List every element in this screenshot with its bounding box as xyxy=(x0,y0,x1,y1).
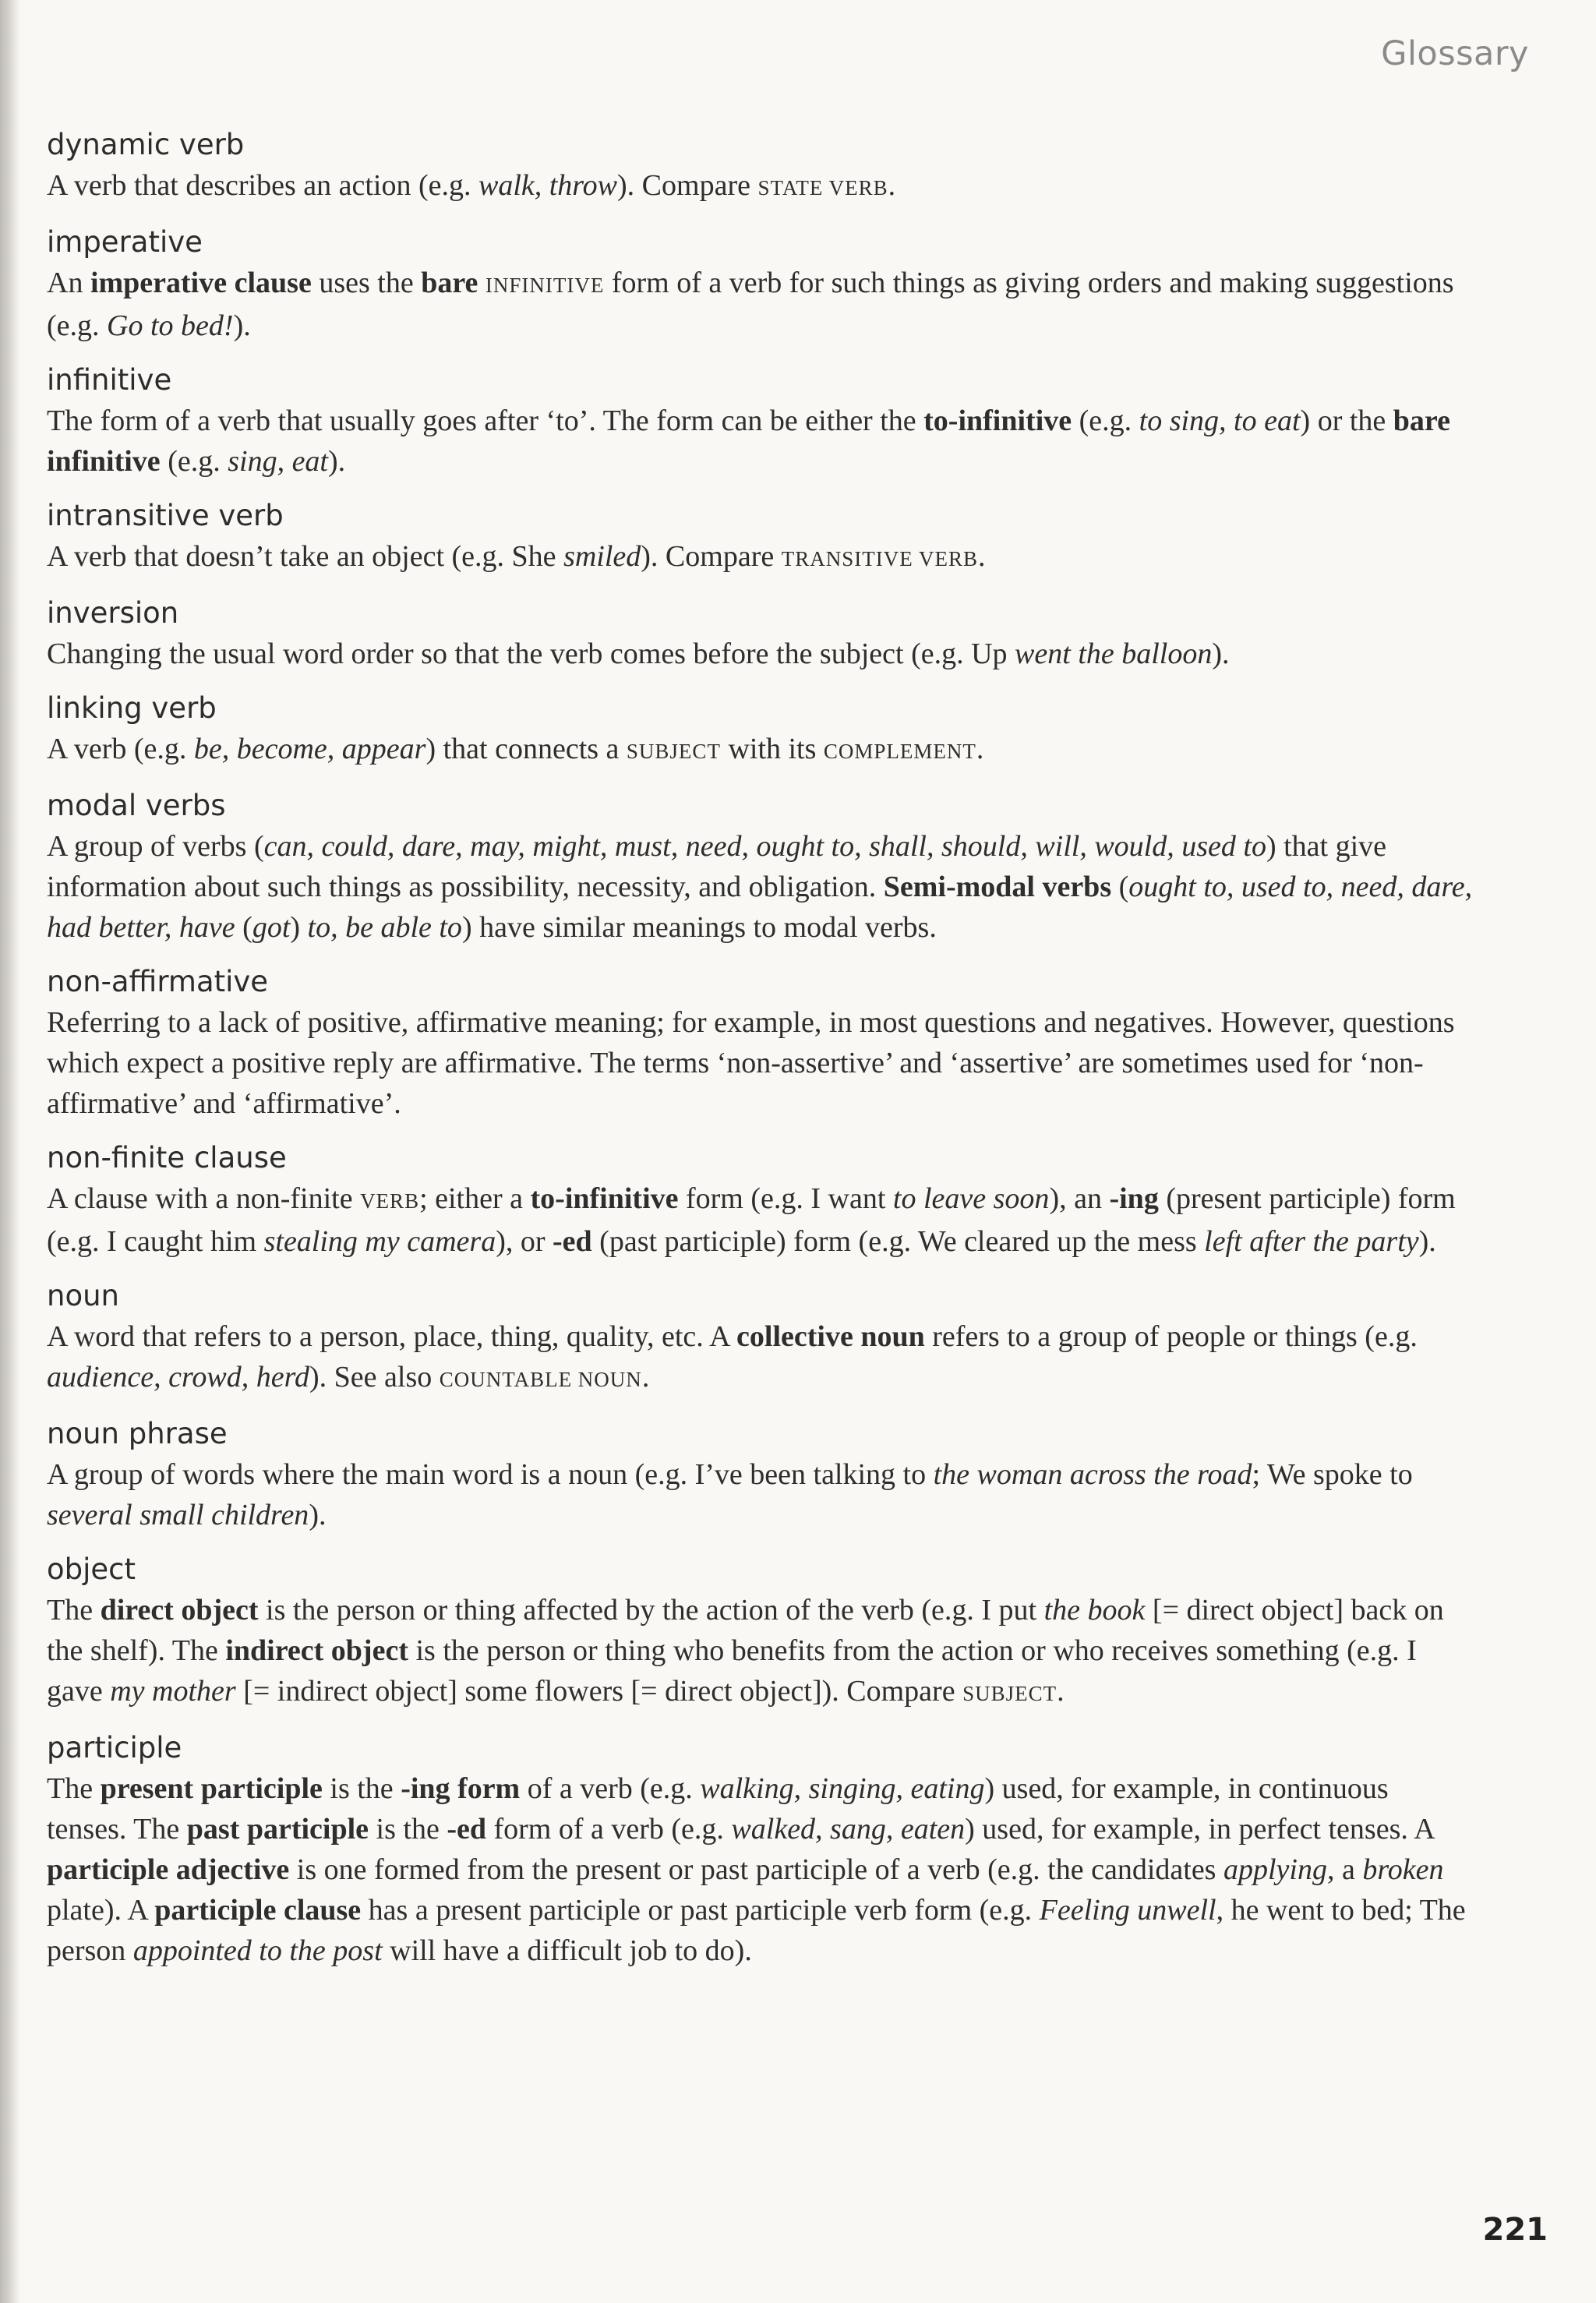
bold-term: -ed xyxy=(447,1813,486,1846)
definition-text: , he went to bed; The person xyxy=(47,1894,1466,1967)
definition-text: The xyxy=(47,1772,101,1805)
italic-example: walked, sang, eaten xyxy=(731,1813,966,1846)
glossary-entry xyxy=(47,222,1473,346)
italic-example: to sing, to eat xyxy=(1139,404,1301,437)
glossary-term: inversion xyxy=(47,596,179,630)
bold-term: participle adjective xyxy=(47,1853,290,1886)
definition-text: . xyxy=(976,733,984,765)
glossary-definition xyxy=(47,401,1473,482)
definition-text: form (e.g. I want xyxy=(678,1182,893,1215)
glossary-entry xyxy=(47,1138,1473,1262)
glossary-term: dynamic verb xyxy=(47,128,245,161)
glossary-term: non-affirmative xyxy=(47,965,269,998)
definition-text: The form of a verb that usually goes after ‘to’. The form can be either the xyxy=(47,404,924,437)
definition-text: ). See also xyxy=(309,1361,440,1393)
italic-example: several small children xyxy=(47,1499,309,1531)
definition-text: is the person or thing affected by the action of the verb (e.g. I put xyxy=(258,1594,1044,1627)
definition-text: . xyxy=(1057,1675,1065,1708)
bold-term: indirect object xyxy=(225,1634,408,1667)
definition-text: ). Compare xyxy=(641,540,782,573)
definition-text: ) used, for example, in perfect tenses. A xyxy=(965,1813,1434,1846)
glossary-entry xyxy=(47,1414,1473,1535)
glossary-entry xyxy=(47,125,1473,208)
glossary-term: infinitive xyxy=(47,363,172,397)
glossary-definition xyxy=(47,263,1473,346)
glossary-term: linking verb xyxy=(47,691,217,725)
cross-reference: COMPLEMENT xyxy=(823,740,976,763)
definition-text: plate). A xyxy=(47,1894,155,1927)
glossary-definition xyxy=(47,1002,1473,1124)
definition-text: ) have similar meanings to modal verbs. xyxy=(461,911,937,944)
italic-example: went the balloon xyxy=(1015,638,1213,670)
definition-text: is one formed from the present or past participle of a verb (e.g. the candidates xyxy=(289,1853,1223,1886)
italic-example: left after the party xyxy=(1204,1225,1419,1258)
glossary-entry xyxy=(47,962,1473,1124)
bold-term: direct object xyxy=(100,1594,259,1627)
cross-reference: COUNTABLE NOUN xyxy=(439,1368,642,1391)
glossary-definition xyxy=(47,634,1473,674)
definition-text: will have a difficult job to do). xyxy=(382,1934,752,1967)
italic-example: the woman across the road xyxy=(933,1458,1252,1491)
bold-term: collective noun xyxy=(736,1320,925,1353)
definition-text: ; either a xyxy=(419,1182,531,1215)
definition-text: ), an xyxy=(1049,1182,1110,1215)
italic-example: got xyxy=(252,911,291,944)
bold-term: -ed xyxy=(553,1225,592,1258)
definition-text: is the xyxy=(322,1772,401,1805)
running-head: Glossary xyxy=(1381,34,1529,73)
glossary-definition xyxy=(47,1768,1473,1971)
italic-example: broken xyxy=(1362,1853,1444,1886)
definition-text: A group of verbs ( xyxy=(47,830,264,863)
cross-reference: SUBJECT xyxy=(626,740,721,763)
definition-text: (e.g. xyxy=(1072,404,1139,437)
page-number: 221 xyxy=(1482,2212,1548,2248)
glossary-term: non-finite clause xyxy=(47,1141,287,1174)
definition-text: ) that give information about such things as possibility, necessity, and obligation. xyxy=(47,830,1387,903)
definition-text: ). xyxy=(1212,638,1230,670)
definition-text: ). Compare xyxy=(617,169,758,202)
definition-text: A verb that doesn’t take an object (e.g. She xyxy=(47,540,564,573)
definition-text: (past participle) form (e.g. We cleared up the mess xyxy=(591,1225,1205,1258)
definition-text: (e.g. xyxy=(160,445,228,478)
definition-text: ; We spoke to xyxy=(1252,1458,1413,1491)
glossary-term: noun xyxy=(47,1279,119,1312)
bold-term: bare infinitive xyxy=(47,404,1450,478)
definition-text: A word that refers to a person, place, thing, quality, etc. A xyxy=(47,1320,737,1353)
definition-text: Changing the usual word order so that the verb comes before the subject (e.g. Up xyxy=(47,638,1015,670)
glossary-definition xyxy=(47,165,1473,208)
cross-reference: TRANSITIVE VERB xyxy=(781,547,978,570)
definition-text: Referring to a lack of positive, affirmative meaning; for example, in most questions and negatives. However, questions which expect a positive reply are affirmative. The terms ‘non-assertive’ and ‘assertive’ are sometimes used for ‘non-affirmative’ and ‘affirmative’. xyxy=(47,1006,1455,1120)
glossary-entry xyxy=(47,1728,1473,1971)
definition-text: ). xyxy=(328,445,346,478)
definition-text: with its xyxy=(720,733,824,765)
bold-term: participle clause xyxy=(154,1894,362,1927)
definition-text: refers to a group of people or things (e.g. xyxy=(924,1320,1418,1353)
definition-text: is the person or thing who benefits from the action or who receives something (e.g. I gave xyxy=(47,1634,1417,1708)
italic-example: walk, throw xyxy=(478,169,618,202)
definition-text: ). xyxy=(309,1499,327,1531)
italic-example: smiled xyxy=(563,540,641,573)
italic-example: Go to bed! xyxy=(107,309,234,342)
definition-text: A group of words where the main word is a noun (e.g. I’ve been talking to xyxy=(47,1458,934,1491)
definition-text: . xyxy=(978,540,986,573)
italic-example: appointed to the post xyxy=(132,1934,383,1967)
definition-text: ) that connects a xyxy=(425,733,627,765)
glossary-definition xyxy=(47,1590,1473,1714)
glossary-list xyxy=(47,125,1473,1985)
glossary-entry xyxy=(47,688,1473,772)
bold-term: Semi-modal verbs xyxy=(883,871,1112,903)
definition-text: An xyxy=(47,267,90,299)
definition-text: has a present participle or past participle verb form (e.g. xyxy=(361,1894,1040,1927)
definition-text: ), or xyxy=(496,1225,553,1258)
bold-term: -ing form xyxy=(401,1772,521,1805)
definition-text: [= direct object] back on the shelf). The xyxy=(47,1594,1444,1667)
glossary-term: modal verbs xyxy=(47,789,226,822)
italic-example: sing, eat xyxy=(228,445,328,478)
glossary-term: object xyxy=(47,1552,136,1586)
glossary-definition xyxy=(47,1178,1473,1262)
cross-reference: SUBJECT xyxy=(962,1682,1058,1705)
italic-example: to leave soon xyxy=(892,1182,1050,1215)
italic-example: audience, crowd, herd xyxy=(47,1361,309,1393)
definition-text: ). xyxy=(233,309,251,342)
bold-term: -ing xyxy=(1109,1182,1159,1215)
italic-example: my mother xyxy=(110,1675,236,1708)
definition-text: ) used, for example, in continuous tenses. The xyxy=(47,1772,1389,1846)
italic-example: walking, singing, eating xyxy=(700,1772,985,1805)
definition-text: ( xyxy=(1111,871,1129,903)
bold-term: imperative clause xyxy=(90,267,312,299)
definition-text: form of a verb for such things as giving orders and making suggestions (e.g. xyxy=(47,267,1454,342)
glossary-definition xyxy=(47,536,1473,579)
definition-text: . xyxy=(641,1361,650,1393)
definition-text: A clause with a non-finite xyxy=(47,1182,361,1215)
definition-text: (present participle) form (e.g. I caught him xyxy=(47,1182,1456,1258)
definition-text xyxy=(478,267,486,299)
bold-term: to-infinitive xyxy=(923,404,1072,437)
italic-example: stealing my camera xyxy=(263,1225,496,1258)
definition-text: The xyxy=(47,1594,101,1627)
definition-text: ( xyxy=(235,911,252,944)
glossary-entry xyxy=(47,496,1473,579)
italic-example: be, become, appear xyxy=(193,733,426,765)
definition-text: A verb that describes an action (e.g. xyxy=(47,169,478,202)
definition-text: A verb (e.g. xyxy=(47,733,194,765)
page-binding-shadow xyxy=(0,0,20,2303)
cross-reference: INFINITIVE xyxy=(485,274,605,297)
italic-example: Feeling unwell xyxy=(1039,1894,1216,1927)
glossary-entry xyxy=(47,1549,1473,1714)
bold-term: to-infinitive xyxy=(530,1182,679,1215)
definition-text: ) xyxy=(290,911,308,944)
bold-term: present participle xyxy=(100,1772,323,1805)
definition-text: . xyxy=(888,169,896,202)
glossary-definition xyxy=(47,1454,1473,1535)
italic-example: to, be able to xyxy=(307,911,462,944)
italic-example: the book xyxy=(1043,1594,1146,1627)
glossary-entry xyxy=(47,1276,1473,1400)
italic-example: can, could, dare, may, might, must, need, ought to, shall, should, will, would, used to xyxy=(263,830,1266,863)
definition-text: , a xyxy=(1326,1853,1363,1886)
definition-text: [= indirect object] some flowers [= direct object]). Compare xyxy=(235,1675,963,1708)
glossary-term: participle xyxy=(47,1731,182,1764)
glossary-definition xyxy=(47,729,1473,772)
definition-text: ). xyxy=(1418,1225,1436,1258)
glossary-definition xyxy=(47,1316,1473,1400)
definition-text: uses the xyxy=(311,267,422,299)
bold-term: past participle xyxy=(186,1813,369,1846)
definition-text: of a verb (e.g. xyxy=(520,1772,701,1805)
glossary-definition xyxy=(47,826,1473,948)
glossary-entry xyxy=(47,786,1473,948)
definition-text: ) or the xyxy=(1300,404,1393,437)
glossary-term: noun phrase xyxy=(47,1417,228,1450)
glossary-entry xyxy=(47,360,1473,482)
glossary-term: intransitive verb xyxy=(47,499,284,532)
bold-term: bare xyxy=(421,267,478,299)
glossary-entry xyxy=(47,593,1473,674)
glossary-term: imperative xyxy=(47,225,203,259)
cross-reference: STATE VERB xyxy=(757,176,888,200)
italic-example: ought to, used to, need, dare, had better, have xyxy=(47,871,1473,944)
definition-text: form of a verb (e.g. xyxy=(486,1813,732,1846)
definition-text: is the xyxy=(369,1813,447,1846)
cross-reference: VERB xyxy=(360,1189,420,1213)
italic-example: applying xyxy=(1223,1853,1327,1886)
